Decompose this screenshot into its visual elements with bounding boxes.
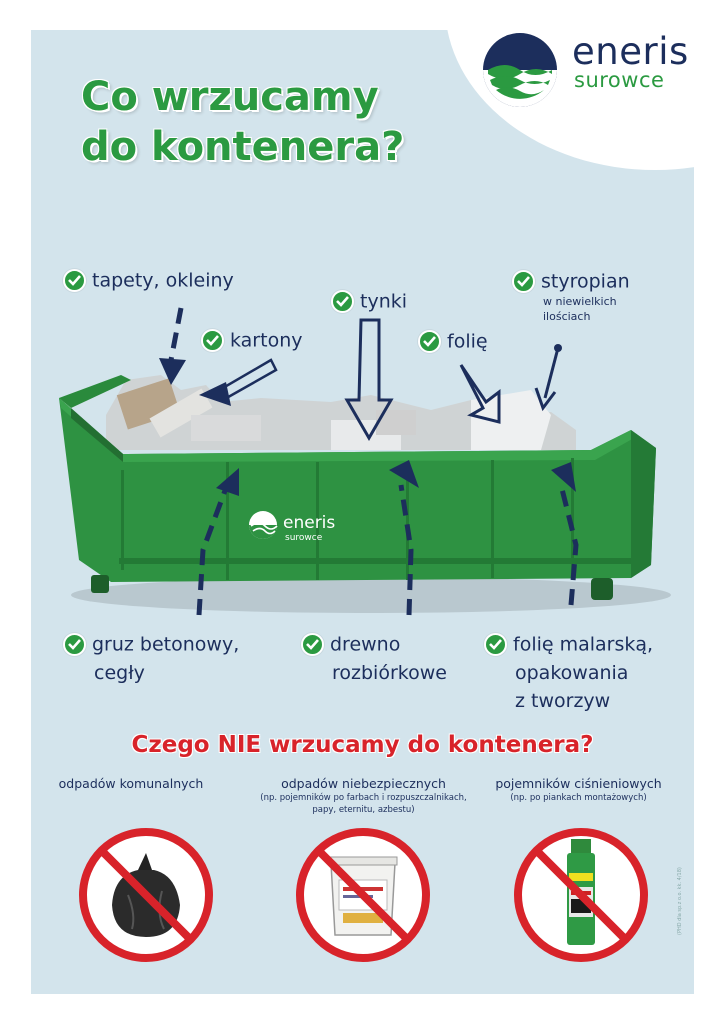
check-icon: [301, 633, 324, 656]
not-allowed-niebezpieczne: odpadów niebezpiecznych (np. pojemników po farbach i rozpuszczalnikach, papy, eternitu, azbestu): [260, 776, 467, 815]
container-brand-subtext: surowce: [285, 533, 323, 543]
check-icon: [63, 633, 86, 656]
container-shadow: [71, 577, 671, 613]
logo-subtitle: surowce: [574, 68, 665, 92]
arrow-styropian: [536, 344, 562, 408]
no-sign-trash-bag: [76, 825, 216, 965]
check-icon: [418, 330, 441, 353]
no-sign-paint-bucket: [293, 825, 433, 965]
label-tapety: tapety, okleiny: [63, 267, 234, 294]
label-styropian-note: w niewielkich ilościach: [543, 295, 617, 323]
check-icon: [63, 269, 86, 292]
print-footnote: (PHD dla sp.z o.o. kk. 4/18): [677, 867, 683, 935]
container-logo-icon: [249, 511, 277, 539]
no-sign-foam-can: [511, 825, 651, 965]
not-allowed-title: Czego NIE wrzucamy do kontenera?: [131, 732, 594, 758]
check-icon: [201, 329, 224, 352]
label-gruz: gruz betonowy, cegły: [63, 630, 239, 687]
title-line-1: Co wrzucamy: [81, 74, 379, 120]
logo-wordmark: eneris: [572, 30, 689, 73]
label-folia-malarska: folię malarską, opakowania z tworzyw: [484, 630, 653, 715]
label-styropian: styropian: [512, 268, 630, 295]
poster-background: [31, 30, 694, 994]
label-kartony: kartony: [201, 327, 302, 354]
arrow-tapety: [171, 308, 181, 360]
check-icon: [331, 290, 354, 313]
container-brand-text: eneris: [283, 513, 336, 533]
check-icon: [484, 633, 507, 656]
label-drewno: drewno rozbiórkowe: [301, 630, 447, 687]
check-icon: [512, 270, 535, 293]
not-allowed-cisnieniowe: pojemników ciśnieniowych (np. po piankach montażowych): [495, 776, 662, 803]
title-line-2: do kontenera?: [81, 124, 405, 170]
label-folie: folię: [418, 328, 488, 355]
label-tynki: tynki: [331, 288, 407, 315]
not-allowed-komunalne: odpadów komunalnych: [58, 776, 204, 791]
rubbish-pile: [106, 375, 576, 450]
